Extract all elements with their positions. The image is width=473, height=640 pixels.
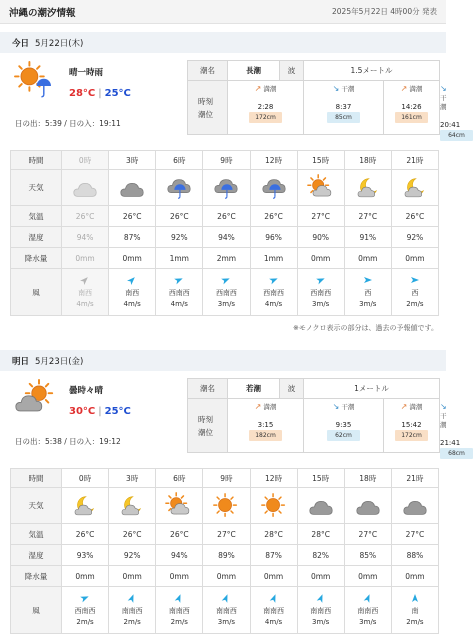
tide-level-badge: 64cm bbox=[440, 130, 473, 141]
tide-level-badge: 161cm bbox=[395, 112, 428, 123]
weather-cell bbox=[109, 170, 156, 206]
wind-direction: 西南西 bbox=[74, 606, 96, 615]
tide-level-badge: 172cm bbox=[395, 430, 428, 441]
tide-cell bbox=[228, 81, 304, 135]
wind-direction: 南南西 bbox=[357, 606, 379, 615]
hourly-humidity: 94% bbox=[62, 227, 109, 248]
wind-cell bbox=[344, 587, 391, 634]
cloud-umbrella-icon bbox=[165, 174, 193, 202]
tide-time: 2:28 bbox=[257, 103, 274, 111]
wind-cell bbox=[62, 269, 109, 316]
wind-direction-icon bbox=[410, 593, 420, 603]
wind-direction-icon bbox=[269, 593, 279, 603]
weather-cell bbox=[156, 488, 203, 524]
wind-speed: 2m/s bbox=[170, 617, 188, 626]
weather-cell bbox=[344, 488, 391, 524]
tide-type: 干潮 bbox=[341, 403, 355, 411]
tide-time: 15:42 bbox=[401, 421, 422, 429]
tide-type: 干潮 bbox=[440, 94, 447, 111]
wind-cell bbox=[391, 587, 438, 634]
wind-cell bbox=[109, 269, 156, 316]
page-header bbox=[0, 0, 446, 24]
hourly-temp: 26°C bbox=[62, 524, 109, 545]
day-date: 5月22日(木) bbox=[35, 38, 84, 49]
hourly-rain: 0mm bbox=[203, 566, 250, 587]
row-label-humidity: 湿度 bbox=[11, 227, 62, 248]
weather-cell bbox=[203, 488, 250, 524]
tide-type: 満潮 bbox=[263, 403, 277, 411]
arrow-down-right-icon: ↘ bbox=[332, 402, 340, 411]
day-section-header bbox=[0, 350, 446, 371]
hourly-temp: 27°C bbox=[297, 206, 344, 227]
hourly-humidity: 94% bbox=[156, 545, 203, 566]
weather-cell bbox=[203, 170, 250, 206]
hourly-rain: 0mm bbox=[297, 566, 344, 587]
moon-cloud-icon bbox=[118, 492, 146, 520]
wind-direction: 南南西 bbox=[215, 606, 237, 615]
wind-cell bbox=[297, 269, 344, 316]
tide-type: 満潮 bbox=[263, 85, 277, 93]
day-date: 5月23日(金) bbox=[35, 356, 84, 367]
hourly-humidity: 96% bbox=[250, 227, 297, 248]
wind-direction-icon bbox=[221, 593, 231, 603]
sunset-time: 19:12 bbox=[99, 437, 121, 446]
arrow-down-right-icon: ↘ bbox=[332, 84, 340, 93]
wind-direction: 西 bbox=[411, 288, 419, 297]
wind-speed: 4m/s bbox=[264, 299, 283, 308]
wind-direction-icon bbox=[316, 593, 326, 603]
sunrise-time: 5:39 bbox=[45, 119, 62, 128]
tide-level-badge: 172cm bbox=[249, 112, 282, 123]
hourly-humidity: 85% bbox=[344, 545, 391, 566]
wind-direction: 南 bbox=[411, 606, 419, 615]
cloud-icon bbox=[307, 492, 335, 520]
wind-cell bbox=[156, 587, 203, 634]
hour-cell: 12時 bbox=[250, 469, 297, 488]
tide-type: 干潮 bbox=[440, 412, 447, 429]
weather-cell bbox=[109, 488, 156, 524]
low-temp: 25°C bbox=[104, 88, 131, 99]
hour-cell: 6時 bbox=[156, 151, 203, 170]
hourly-temp: 27°C bbox=[391, 524, 438, 545]
temperature-range: 28°C | 25°C bbox=[69, 88, 131, 99]
wind-direction-icon bbox=[363, 593, 373, 603]
arrow-down-right-icon: ↘ bbox=[440, 402, 447, 411]
hour-cell: 3時 bbox=[109, 151, 156, 170]
sun-icon bbox=[260, 492, 288, 520]
hourly-rain: 0mm bbox=[109, 566, 156, 587]
wind-speed: 3m/s bbox=[359, 617, 377, 626]
hour-cell: 18時 bbox=[344, 151, 391, 170]
wind-cell bbox=[344, 269, 391, 316]
wind-speed: 2m/s bbox=[406, 299, 424, 308]
tide-level-badge: 68cm bbox=[440, 448, 473, 459]
tide-type: 満潮 bbox=[409, 85, 423, 93]
cloud-icon bbox=[354, 492, 382, 520]
wind-speed: 3m/s bbox=[359, 299, 377, 308]
updated-time: 2025年5月22日 4時00分 発表 bbox=[332, 7, 437, 16]
hourly-temp: 26°C bbox=[109, 524, 156, 545]
weather-cell bbox=[62, 170, 109, 206]
hour-cell: 9時 bbox=[203, 469, 250, 488]
weather-text: 晴一時雨 bbox=[69, 68, 104, 78]
wind-cell bbox=[297, 587, 344, 634]
weather-cell bbox=[297, 170, 344, 206]
tide-cell bbox=[384, 399, 440, 453]
wind-direction-icon bbox=[316, 275, 326, 285]
tide-name-label: 潮名 bbox=[188, 379, 228, 399]
hourly-rain: 0mm bbox=[391, 566, 438, 587]
hourly-rain: 0mm bbox=[344, 248, 391, 269]
hourly-rain: 0mm bbox=[156, 566, 203, 587]
row-label-hour: 時間 bbox=[11, 469, 62, 488]
wind-speed: 4m/s bbox=[123, 299, 141, 308]
hourly-humidity: 91% bbox=[344, 227, 391, 248]
hourly-humidity: 92% bbox=[109, 545, 156, 566]
arrow-up-right-icon: ↗ bbox=[254, 402, 262, 411]
cloud-umbrella-icon bbox=[212, 174, 240, 202]
wind-direction-icon bbox=[363, 275, 373, 285]
tide-name: 若潮 bbox=[228, 379, 280, 399]
hourly-temp: 28°C bbox=[297, 524, 344, 545]
wind-direction-icon bbox=[174, 275, 184, 285]
hourly-forecast-table bbox=[10, 468, 439, 634]
row-label-temp: 気温 bbox=[11, 524, 62, 545]
tide-name-label: 潮名 bbox=[188, 61, 228, 81]
hour-cell: 0時 bbox=[62, 151, 109, 170]
weather-cell bbox=[250, 488, 297, 524]
wind-direction: 南南西 bbox=[310, 606, 332, 615]
sunset-time: 19:11 bbox=[99, 119, 121, 128]
high-temp: 28°C bbox=[69, 88, 96, 99]
wind-cell bbox=[203, 587, 250, 634]
arrow-up-right-icon: ↗ bbox=[400, 84, 408, 93]
wind-direction: 南西 bbox=[125, 288, 140, 297]
wind-direction-icon bbox=[269, 275, 279, 285]
hourly-rain: 1mm bbox=[250, 248, 297, 269]
day-label: 今日 bbox=[12, 38, 30, 49]
tide-table: 潮名 長潮 波 1.5メートル 時刻 潮位 ↗ 満潮 2:28 172cm ↘ 干潮 8:37 85cm ↗ 満潮 14:26 161cm ↘干潮 20:41 64cm bbox=[187, 60, 440, 135]
wind-direction-icon bbox=[80, 275, 90, 285]
temperature-range: 30°C | 25°C bbox=[69, 406, 131, 417]
row-label-weather: 天気 bbox=[11, 488, 62, 524]
wind-speed: 3m/s bbox=[312, 617, 330, 626]
hourly-forecast-table bbox=[10, 150, 439, 316]
arrow-up-right-icon: ↗ bbox=[400, 402, 408, 411]
moon-cloud-icon bbox=[401, 174, 429, 202]
wind-speed: 3m/s bbox=[217, 617, 236, 626]
wind-direction: 西南西 bbox=[168, 288, 190, 297]
weather-cell bbox=[344, 170, 391, 206]
hourly-temp: 26°C bbox=[156, 206, 203, 227]
wind-speed: 4m/s bbox=[170, 299, 188, 308]
wind-speed: 3m/s bbox=[217, 299, 236, 308]
wind-direction: 南南西 bbox=[168, 606, 190, 615]
row-label-wind: 風 bbox=[11, 587, 62, 634]
hourly-rain: 0mm bbox=[62, 248, 109, 269]
row-label-temp: 気温 bbox=[11, 206, 62, 227]
cloud-icon bbox=[71, 174, 99, 202]
wind-direction: 南南西 bbox=[121, 606, 143, 615]
tide-level-badge: 182cm bbox=[249, 430, 282, 441]
hourly-temp: 27°C bbox=[203, 524, 250, 545]
tide-name: 長潮 bbox=[228, 61, 280, 81]
tide-time: 8:37 bbox=[335, 103, 352, 111]
wind-speed: 4m/s bbox=[76, 299, 94, 308]
wind-direction-icon bbox=[127, 593, 137, 603]
sun-cloud-icon bbox=[165, 492, 193, 520]
row-label-wind: 風 bbox=[11, 269, 62, 316]
wave-label: 波 bbox=[280, 61, 304, 81]
tide-row-label: 時刻 潮位 bbox=[188, 399, 228, 453]
wind-cell bbox=[203, 269, 250, 316]
arrow-up-right-icon: ↗ bbox=[254, 84, 262, 93]
page-title: 沖縄の潮汐情報 bbox=[9, 7, 76, 19]
row-label-hour: 時間 bbox=[11, 151, 62, 170]
hourly-rain: 0mm bbox=[109, 248, 156, 269]
wind-direction-icon bbox=[127, 275, 137, 285]
sun-times: 日の出：5:38 / 日の入：19:12 bbox=[15, 437, 121, 446]
hourly-rain: 0mm bbox=[62, 566, 109, 587]
hourly-humidity: 82% bbox=[297, 545, 344, 566]
wave-height: 1.5メートル bbox=[304, 61, 440, 81]
low-temp: 25°C bbox=[104, 406, 131, 417]
wind-cell bbox=[250, 269, 297, 316]
wind-direction-icon bbox=[174, 593, 184, 603]
wind-direction: 南西 bbox=[78, 288, 93, 297]
hour-cell: 9時 bbox=[203, 151, 250, 170]
hourly-humidity: 90% bbox=[297, 227, 344, 248]
hourly-humidity: 89% bbox=[203, 545, 250, 566]
cloud-umbrella-icon bbox=[260, 174, 288, 202]
wind-cell bbox=[109, 587, 156, 634]
wind-cell bbox=[391, 269, 438, 316]
hourly-temp: 26°C bbox=[156, 524, 203, 545]
hourly-temp: 26°C bbox=[62, 206, 109, 227]
wind-speed: 3m/s bbox=[312, 299, 330, 308]
sun-umbrella-icon bbox=[15, 62, 51, 98]
hourly-humidity: 87% bbox=[109, 227, 156, 248]
hourly-rain: 0mm bbox=[344, 566, 391, 587]
tide-time: 3:15 bbox=[257, 421, 274, 429]
arrow-down-right-icon: ↘ bbox=[440, 84, 447, 93]
sunrise-time: 5:38 bbox=[45, 437, 62, 446]
hourly-humidity: 87% bbox=[250, 545, 297, 566]
hourly-temp: 26°C bbox=[250, 206, 297, 227]
wind-direction: 西南西 bbox=[215, 288, 237, 297]
wind-direction: 南南西 bbox=[263, 606, 285, 615]
hourly-temp: 26°C bbox=[109, 206, 156, 227]
weather-cell bbox=[297, 488, 344, 524]
row-label-weather: 天気 bbox=[11, 170, 62, 206]
day-label: 明日 bbox=[12, 356, 30, 367]
hourly-humidity: 92% bbox=[391, 227, 438, 248]
day-section-header bbox=[0, 32, 446, 53]
moon-cloud-icon bbox=[354, 174, 382, 202]
hourly-humidity: 88% bbox=[391, 545, 438, 566]
hourly-rain: 2mm bbox=[203, 248, 250, 269]
past-forecast-note: ※モノクロ表示の部分は、過去の予報値です。 bbox=[292, 324, 438, 332]
row-label-rain: 降水量 bbox=[11, 248, 62, 269]
hourly-temp: 26°C bbox=[203, 206, 250, 227]
wave-height: 1メートル bbox=[304, 379, 440, 399]
tide-type: 干潮 bbox=[341, 85, 355, 93]
weather-cell bbox=[156, 170, 203, 206]
wind-direction: 西南西 bbox=[310, 288, 332, 297]
hour-cell: 3時 bbox=[109, 469, 156, 488]
cloud-sun-icon bbox=[15, 380, 51, 416]
hourly-humidity: 93% bbox=[62, 545, 109, 566]
hourly-temp: 28°C bbox=[250, 524, 297, 545]
sun-cloud-icon bbox=[307, 174, 335, 202]
day-summary bbox=[15, 62, 185, 132]
hour-cell: 15時 bbox=[297, 469, 344, 488]
hour-cell: 21時 bbox=[391, 469, 438, 488]
tide-cell bbox=[384, 81, 440, 135]
wind-cell bbox=[250, 587, 297, 634]
tide-time: 14:26 bbox=[401, 103, 422, 111]
sun-icon bbox=[212, 492, 240, 520]
hourly-rain: 1mm bbox=[156, 248, 203, 269]
high-temp: 30°C bbox=[69, 406, 96, 417]
sun-times: 日の出：5:39 / 日の入：19:11 bbox=[15, 119, 121, 128]
wave-label: 波 bbox=[280, 379, 304, 399]
day-summary bbox=[15, 380, 185, 450]
row-label-humidity: 湿度 bbox=[11, 545, 62, 566]
tide-type: 満潮 bbox=[409, 403, 423, 411]
wind-direction-icon bbox=[221, 275, 231, 285]
weather-cell bbox=[391, 488, 438, 524]
tide-table: 潮名 若潮 波 1メートル 時刻 潮位 ↗ 満潮 3:15 182cm ↘ 干潮 9:35 62cm ↗ 満潮 15:42 172cm ↘干潮 21:41 68cm bbox=[187, 378, 440, 453]
wind-speed: 2m/s bbox=[406, 617, 424, 626]
hour-cell: 0時 bbox=[62, 469, 109, 488]
tide-row-label: 時刻 潮位 bbox=[188, 81, 228, 135]
hourly-temp: 26°C bbox=[391, 206, 438, 227]
hour-cell: 15時 bbox=[297, 151, 344, 170]
moon-cloud-icon bbox=[71, 492, 99, 520]
hourly-temp: 27°C bbox=[344, 524, 391, 545]
tide-level-badge: 85cm bbox=[327, 112, 360, 123]
wind-speed: 2m/s bbox=[76, 617, 94, 626]
tide-cell bbox=[228, 399, 304, 453]
tide-time: 9:35 bbox=[335, 421, 352, 429]
hourly-rain: 0mm bbox=[250, 566, 297, 587]
hour-cell: 6時 bbox=[156, 469, 203, 488]
wind-direction-icon bbox=[80, 593, 90, 603]
wind-direction: 西南西 bbox=[263, 288, 285, 297]
cloud-icon bbox=[118, 174, 146, 202]
hour-cell: 18時 bbox=[344, 469, 391, 488]
weather-cell bbox=[250, 170, 297, 206]
weather-text: 曇時々晴 bbox=[69, 386, 104, 396]
weather-cell bbox=[62, 488, 109, 524]
wind-cell bbox=[156, 269, 203, 316]
tide-level-badge: 62cm bbox=[327, 430, 360, 441]
hourly-rain: 0mm bbox=[391, 248, 438, 269]
wind-speed: 4m/s bbox=[264, 617, 283, 626]
hourly-rain: 0mm bbox=[297, 248, 344, 269]
wind-direction-icon bbox=[410, 275, 420, 285]
wind-cell bbox=[62, 587, 109, 634]
hourly-temp: 27°C bbox=[344, 206, 391, 227]
weather-cell bbox=[391, 170, 438, 206]
wind-direction: 西 bbox=[364, 288, 372, 297]
hourly-humidity: 92% bbox=[156, 227, 203, 248]
row-label-rain: 降水量 bbox=[11, 566, 62, 587]
wind-speed: 2m/s bbox=[123, 617, 141, 626]
hour-cell: 21時 bbox=[391, 151, 438, 170]
cloud-icon bbox=[401, 492, 429, 520]
hour-cell: 12時 bbox=[250, 151, 297, 170]
tide-cell bbox=[304, 399, 384, 453]
tide-cell bbox=[304, 81, 384, 135]
hourly-humidity: 94% bbox=[203, 227, 250, 248]
